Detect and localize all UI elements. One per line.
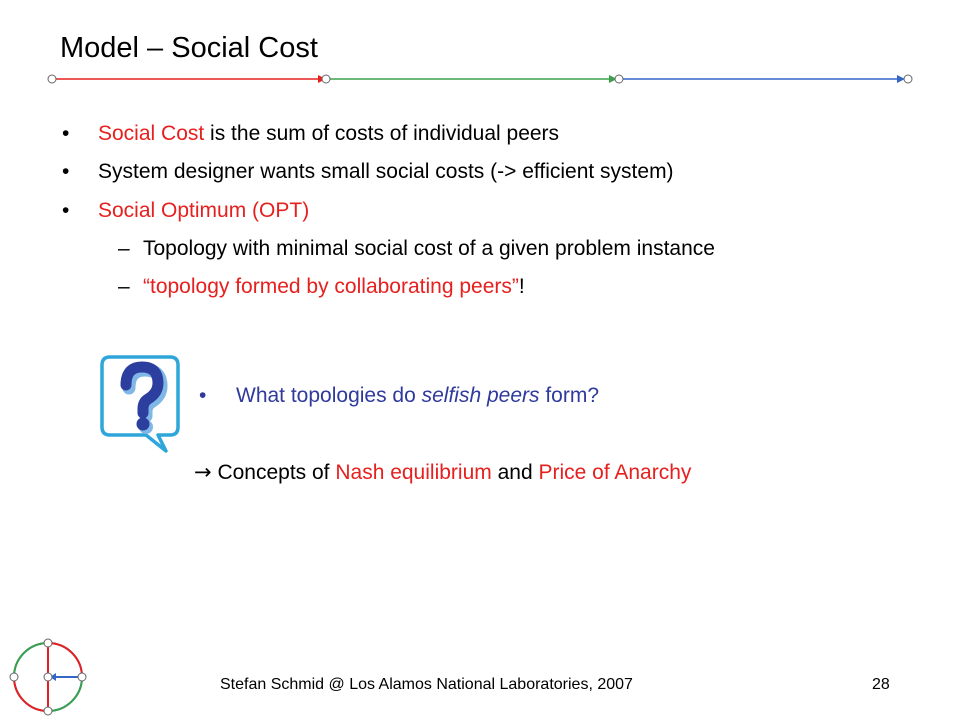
question-text: What topologies do: [236, 384, 422, 407]
term-social-cost: Social Cost: [98, 122, 205, 145]
network-logo-icon: [6, 630, 96, 720]
title-underline-arrows: [0, 0, 960, 100]
bullet-dot: •: [62, 199, 70, 222]
exclamation: !: [518, 275, 525, 298]
node-circle: [322, 75, 330, 83]
quote-collaborating-peers: “topology formed by collaborating peers”: [143, 275, 519, 298]
question-bullet-dot: •: [199, 384, 207, 407]
right-arrow-icon: →: [194, 460, 212, 484]
concepts-text: Concepts of: [211, 461, 336, 484]
footer-credit: Stefan Schmid @ Los Alamos National Laboratories, 2007: [220, 676, 633, 693]
bullet-item-social-cost: [98, 121, 559, 147]
bullet-text: System designer wants small social costs (-> efficient system): [98, 160, 674, 183]
question-line: [236, 383, 599, 409]
term-social-optimum: Social Optimum (OPT): [98, 199, 310, 222]
term-nash-equilibrium: Nash equilibrium: [335, 461, 492, 484]
subbullet-dash: –: [118, 237, 130, 260]
question-text-end: form?: [539, 384, 600, 407]
subbullet-dash: –: [118, 275, 130, 298]
node-circle: [904, 75, 912, 83]
question-mark-icon: [100, 355, 182, 455]
node-circle: [615, 75, 623, 83]
subbullet-item-collaborating: [143, 274, 525, 300]
subbullet-text: Topology with minimal social cost of a given problem instance: [143, 237, 715, 260]
slide-title: Model – Social Cost: [60, 32, 318, 64]
concepts-line: [194, 459, 691, 486]
node-circle: [48, 75, 56, 83]
bullet-item-social-optimum: [98, 198, 309, 224]
page-number: 28: [872, 676, 890, 693]
subbullet-item-topology-minimal: [143, 236, 715, 262]
bullet-dot: •: [62, 122, 70, 145]
concepts-and: and: [491, 461, 539, 484]
term-price-of-anarchy: Price of Anarchy: [538, 461, 692, 484]
bullet-item-system-designer: [98, 159, 674, 185]
bullet-text: is the sum of costs of individual peers: [204, 122, 560, 145]
question-emphasis: selfish peers: [421, 384, 540, 407]
bullet-dot: •: [62, 160, 70, 183]
